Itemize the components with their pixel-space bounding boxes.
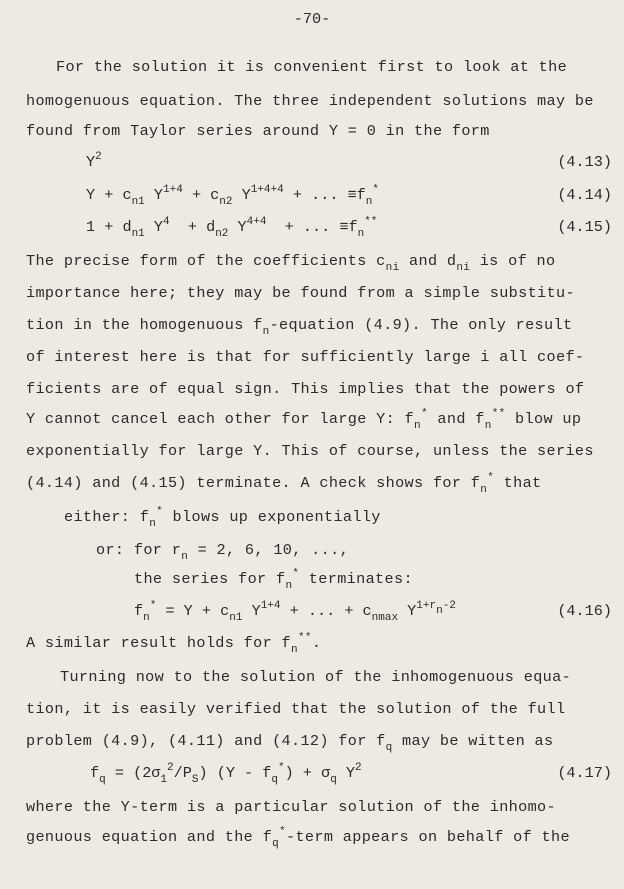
text-line: problem (4.9), (4.11) and (4.12) for $f_q$ may be witten as: [26, 732, 554, 754]
text-line: For the solution it is convenient first to look at the: [56, 58, 568, 76]
equation-4-16: $f_n^* = Y + c_{n1}$ $Y^{1+4}$ + ... + $c_{nmax}$ $Y^{1+r_n-2}$: [134, 600, 456, 624]
text-line: tion, it is easily verified that the solution of the full: [26, 700, 566, 718]
text-line: homogenuous equation. The three independent solutions may be: [26, 92, 594, 110]
text-line: Turning now to the solution of the inhomogenuous equa-: [60, 668, 572, 686]
equation-number: (4.16): [557, 602, 612, 620]
text-line: or: for $r_n = 2$, 6, 10, ...,: [96, 541, 350, 563]
equation-4-13: $Y^2$: [86, 151, 102, 171]
equation-4-15: $1 + d_{n1}$ $Y^4 + d_{n2}$ $Y^{4+4}$ + ... $\equiv f_n^{**}$: [86, 216, 378, 240]
text-line: A similar result holds for $f_n^{**}$.: [26, 632, 322, 656]
text-line: found from Taylor series around Y = 0 in the form: [26, 122, 490, 140]
equation-4-17: $f_q = (2\sigma_1^2/P_S)$ $(Y - f_q^*) + \sigma_q$ $Y^2$: [90, 762, 362, 786]
text-line: the series for $f_n^*$ terminates:: [134, 568, 413, 592]
text-line: Y cannot cancel each other for large Y: $f_n^*$ and $f_n^{**}$ blow up: [26, 408, 582, 432]
equation-4-14: $Y + c_{n1}$ $Y^{1+4} + c_{n2}$ $Y^{1+4+4}$ + ... $\equiv f_n^*$: [86, 184, 379, 208]
text-line: (4.14) and (4.15) terminate. A check shows for $f_n^*$ that: [26, 472, 542, 496]
text-line: of interest here is that for sufficiently large i all coef-: [26, 348, 585, 366]
page-number: -70-: [293, 10, 331, 28]
text-line: where the Y-term is a particular solution of the inhomo-: [26, 798, 556, 816]
text-line: exponentially for large Y. This of course, unless the series: [26, 442, 594, 460]
equation-number: (4.13): [557, 153, 612, 171]
text-line: tion in the homogenuous $f_n$-equation (4.9). The only result: [26, 316, 573, 338]
equation-number: (4.17): [557, 764, 612, 782]
equation-number: (4.15): [557, 218, 612, 236]
text-line: The precise form of the coefficients $c_{ni}$ and $d_{ni}$ is of no: [26, 252, 556, 274]
text-line: importance here; they may be found from a simple substitu-: [26, 284, 575, 302]
text-line: either: $f_n^*$ blows up exponentially: [64, 506, 381, 530]
text-line: genuous equation and the $f_q^*$-term appears on behalf of the: [26, 826, 570, 850]
equation-number: (4.14): [557, 186, 612, 204]
text-line: ficients are of equal sign. This implies that the powers of: [26, 380, 585, 398]
